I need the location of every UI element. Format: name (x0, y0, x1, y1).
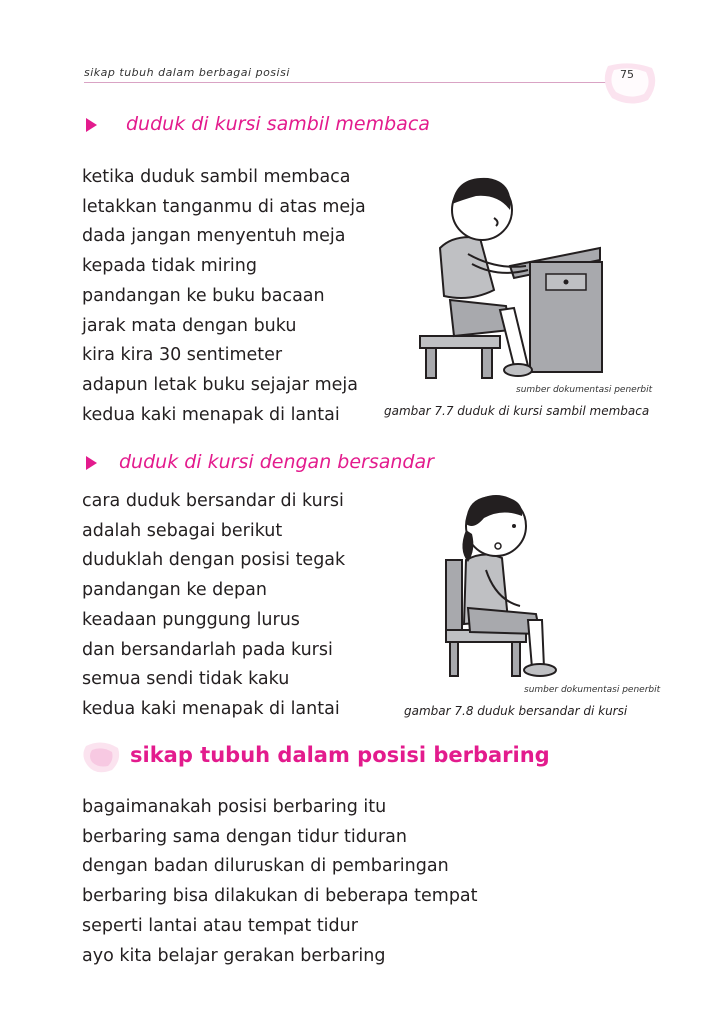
section-heading: duduk di kursi sambil membaca (126, 113, 430, 135)
text-line: semua sendi tidak kaku (82, 669, 290, 690)
image-source: sumber dokumentasi penerbit (516, 385, 653, 395)
text-line: adalah sebagai berikut (82, 520, 283, 541)
text-line: kedua kaki menapak di lantai (82, 404, 340, 425)
text-line: kira kira 30 sentimeter (82, 345, 283, 366)
section-heading: duduk di kursi dengan bersandar (119, 451, 434, 473)
running-title: sikap tubuh dalam berbagai posisi (84, 66, 290, 79)
text-line: dengan badan diluruskan di pembaringan (82, 856, 449, 877)
text-line: bagaimanakah posisi berbaring itu (82, 797, 387, 817)
text-line: letakkan tanganmu di atas meja (82, 196, 366, 217)
section-body (82, 793, 478, 971)
text-line: berbaring bisa dilakukan di beberapa tempat (82, 886, 478, 907)
image-source: sumber dokumentasi penerbit (524, 685, 661, 695)
text-line: duduklah dengan posisi tegak (82, 550, 346, 571)
child-sitting-illustration (440, 490, 580, 680)
text-line: dada jangan menyentuh meja (82, 226, 346, 247)
text-line: ayo kita belajar gerakan berbaring (82, 945, 386, 966)
text-line: berbaring sama dengan tidur tiduran (82, 826, 407, 847)
section-heading-main: sikap tubuh dalam posisi berbaring (130, 743, 550, 767)
text-line: keadaan punggung lurus (82, 609, 300, 630)
header-rule (84, 82, 644, 83)
section-bullet-icon (86, 118, 97, 132)
text-line: adapun letak buku sejajar meja (82, 374, 358, 395)
text-line: pandangan ke buku bacaan (82, 285, 325, 306)
text-line: seperti lantai atau tempat tidur (82, 915, 358, 936)
figure-caption: gambar 7.7 duduk di kursi sambil membaca (384, 404, 650, 418)
text-line: dan bersandarlah pada kursi (82, 639, 333, 660)
text-line: ketika duduk sambil membaca (82, 167, 351, 187)
text-line: pandangan ke depan (82, 580, 267, 601)
figure-caption: gambar 7.8 duduk bersandar di kursi (404, 704, 628, 718)
text-line: kepada tidak miring (82, 256, 257, 277)
child-reading-illustration (410, 170, 620, 385)
text-line: kedua kaki menapak di lantai (82, 698, 340, 719)
section-body (82, 487, 345, 725)
page-number: 75 (620, 68, 634, 81)
section-body (82, 163, 366, 430)
section-bullet-icon (86, 456, 97, 470)
text-line: jarak mata dengan buku (82, 315, 297, 336)
text-line: cara duduk bersandar di kursi (82, 491, 344, 511)
petal-ornament-icon (82, 740, 122, 774)
